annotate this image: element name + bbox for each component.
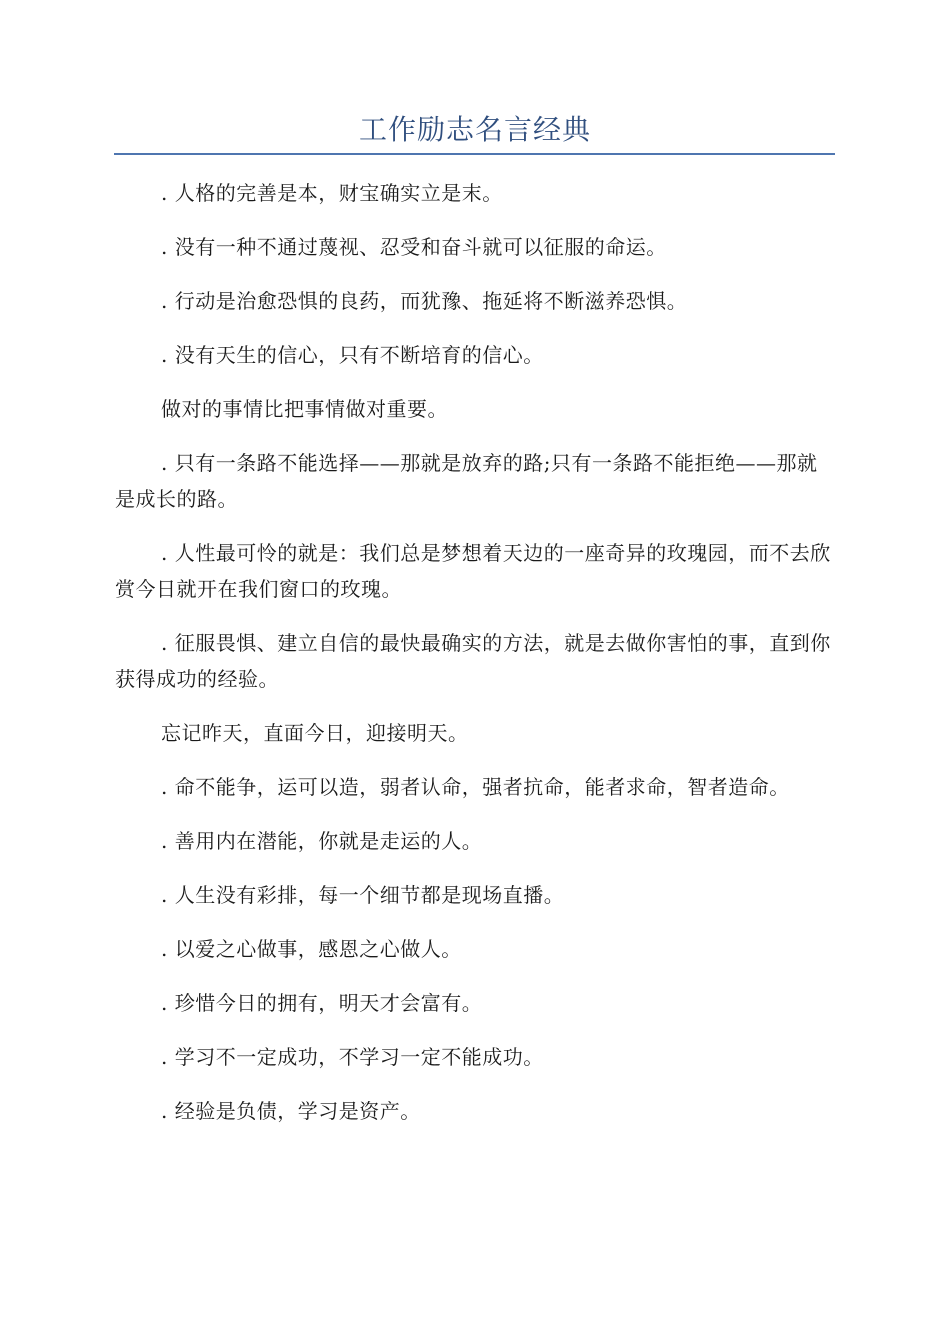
paragraph: . 以爱之心做事，感恩之心做人。 bbox=[161, 937, 462, 961]
paragraph: . 行动是治愈恐惧的良药，而犹豫、拖延将不断滋养恐惧。 bbox=[161, 289, 688, 313]
paragraph: . 没有一种不通过蔑视、忍受和奋斗就可以征服的命运。 bbox=[161, 235, 667, 259]
paragraph: . 善用内在潜能，你就是走运的人。 bbox=[161, 829, 483, 853]
paragraph: . 经验是负债，学习是资产。 bbox=[161, 1099, 421, 1123]
paragraph: . 珍惜今日的拥有，明天才会富有。 bbox=[161, 991, 483, 1015]
paragraph: 忘记昨天，直面今日，迎接明天。 bbox=[161, 721, 469, 745]
paragraph: . 只有一条路不能选择——那就是放弃的路;只有一条路不能拒绝——那就是成长的路。 bbox=[115, 451, 818, 511]
document-body bbox=[115, 175, 835, 1147]
paragraph: . 学习不一定成功，不学习一定不能成功。 bbox=[161, 1045, 544, 1069]
paragraph: . 没有天生的信心，只有不断培育的信心。 bbox=[161, 343, 544, 367]
paragraph: 做对的事情比把事情做对重要。 bbox=[161, 397, 448, 421]
paragraph: . 人格的完善是本，财宝确实立是末。 bbox=[161, 181, 503, 205]
paragraph: . 人性最可怜的就是：我们总是梦想着天边的一座奇异的玫瑰园，而不去欣赏今日就开在我们窗口的玫瑰。 bbox=[115, 541, 831, 601]
paragraph: . 命不能争，运可以造，弱者认命，强者抗命，能者求命，智者造命。 bbox=[161, 775, 790, 799]
page-title: 工作励志名言经典 bbox=[358, 113, 591, 146]
title-underline bbox=[114, 153, 835, 155]
paragraph: . 征服畏惧、建立自信的最快最确实的方法，就是去做你害怕的事，直到你获得成功的经验。 bbox=[115, 631, 831, 691]
paragraph: . 人生没有彩排，每一个细节都是现场直播。 bbox=[161, 883, 565, 907]
